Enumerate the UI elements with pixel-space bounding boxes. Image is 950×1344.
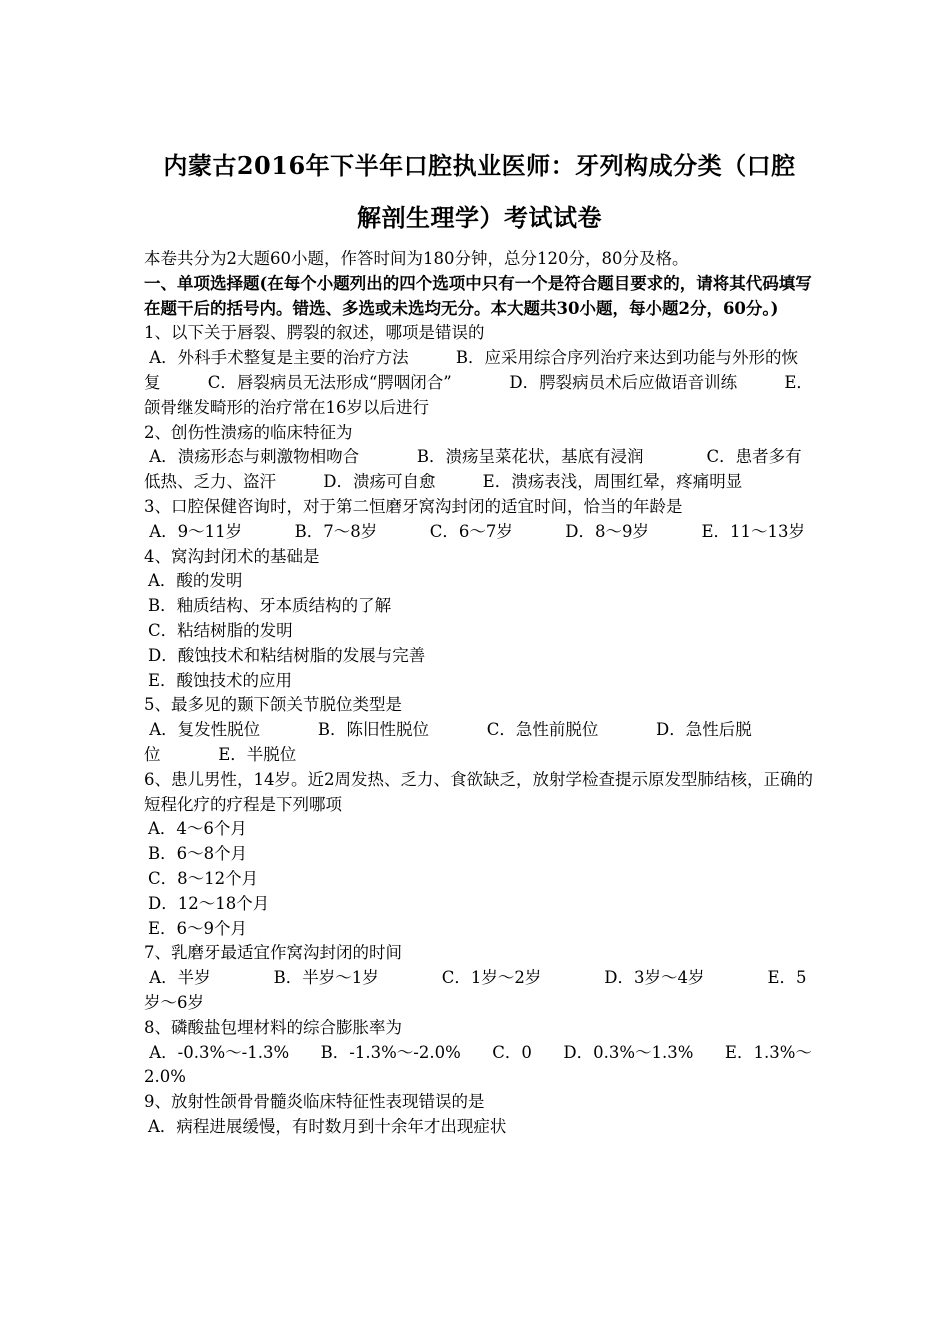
option-c: C．急性前脱位 bbox=[486, 720, 599, 740]
option-b: B．-1.3%～-2.0% bbox=[320, 1042, 461, 1062]
option-c: C．粘结树脂的发明 bbox=[148, 620, 293, 640]
section-1-heading: 一、单项选择题(在每个小题列出的四个选项中只有一个是符合题目要求的，请将其代码填写在题干后的括号内。错选、多选或未选均无分。本大题共30小题，每小题2分，60分。) bbox=[144, 273, 812, 318]
option-a: A．酸的发明 bbox=[148, 571, 243, 591]
option-b: B．陈旧性脱位 bbox=[317, 720, 430, 740]
option-b: B．6～8个月 bbox=[148, 844, 248, 864]
option-a: A．复发性脱位 bbox=[149, 720, 261, 740]
question-9: 9、放射性颌骨骨髓炎临床特征性表现错误的是 bbox=[144, 1092, 485, 1112]
option-b: B．釉质结构、牙本质结构的了解 bbox=[148, 596, 392, 616]
option-b: B．7～8岁 bbox=[294, 521, 378, 541]
option-c: C．患者多有低热、乏力、盗汗 bbox=[144, 447, 802, 492]
option-d: D．0.3%～1.3% bbox=[563, 1042, 694, 1062]
option-d: D．腭裂病员术后应做语音训练 bbox=[509, 372, 738, 392]
option-d: D．急性后脱位 bbox=[144, 720, 752, 764]
option-c: C．0 bbox=[492, 1042, 532, 1062]
option-a: A．外科手术整复是主要的治疗方法 bbox=[149, 348, 409, 368]
question-1-options bbox=[144, 346, 815, 420]
question-3: 3、口腔保健咨询时，对于第二恒磨牙窝沟封闭的适宜时间，恰当的年龄是 bbox=[144, 496, 683, 516]
option-e: E．酸蚀技术的应用 bbox=[148, 670, 293, 690]
option-b: B．溃疡呈菜花状，基底有浸润 bbox=[416, 447, 644, 467]
option-a: A．9～11岁 bbox=[149, 521, 243, 541]
question-8-options bbox=[144, 1041, 815, 1091]
option-e: E．11～13岁 bbox=[701, 521, 806, 541]
question-7-options bbox=[144, 966, 815, 1016]
option-c: C．1岁～2岁 bbox=[441, 968, 542, 988]
question-2-options bbox=[144, 445, 815, 495]
option-e: E．溃疡表浅，周围红晕，疼痛明显 bbox=[482, 472, 743, 492]
title-line-2: 解剖生理学）考试试卷 bbox=[357, 203, 602, 232]
option-e: E．6～9个月 bbox=[148, 918, 248, 938]
exam-intro: 本卷共分为2大题60小题，作答时间为180分钟，总分120分，80分及格。 bbox=[144, 249, 689, 268]
option-a: A．半岁 bbox=[149, 968, 211, 988]
question-5-options bbox=[144, 718, 815, 768]
option-d: D．3岁～4岁 bbox=[604, 968, 705, 988]
question-4: 4、窝沟封闭术的基础是 bbox=[144, 546, 320, 566]
option-c: C．唇裂病员无法形成“腭咽闭合” bbox=[207, 372, 452, 392]
document-title bbox=[136, 140, 823, 244]
title-line-1: 内蒙古2016年下半年口腔执业医师：牙列构成分类（口腔 bbox=[163, 151, 796, 180]
question-8: 8、磷酸盐包埋材料的综合膨胀率为 bbox=[144, 1017, 402, 1037]
option-c: C．6～7岁 bbox=[429, 521, 513, 541]
question-1: 1、以下关于唇裂、腭裂的叙述，哪项是错误的 bbox=[144, 323, 485, 343]
option-d: D．溃疡可自愈 bbox=[323, 472, 436, 492]
option-d: D．12～18个月 bbox=[148, 893, 270, 913]
option-b: B．半岁～1岁 bbox=[273, 968, 379, 988]
question-3-options bbox=[144, 520, 815, 545]
option-e: E．1.3%～2.0% bbox=[144, 1042, 812, 1087]
option-a: A．-0.3%～-1.3% bbox=[149, 1042, 290, 1062]
option-b: B．应采用综合序列治疗来达到功能与外形的恢复 bbox=[144, 348, 799, 392]
option-e: E．5岁～6岁 bbox=[144, 968, 807, 1012]
question-7: 7、乳磨牙最适宜作窝沟封闭的时间 bbox=[144, 943, 402, 963]
option-c: C．8～12个月 bbox=[148, 868, 259, 888]
option-e: E．颌骨继发畸形的治疗常在16岁以后进行 bbox=[144, 372, 813, 417]
question-2: 2、创伤性溃疡的临床特征为 bbox=[144, 422, 353, 442]
option-a: A．溃疡形态与刺激物相吻合 bbox=[149, 447, 360, 467]
question-5: 5、最多见的颞下颌关节脱位类型是 bbox=[144, 695, 402, 715]
option-a: A．病程进展缓慢，有时数月到十余年才出现症状 bbox=[148, 1116, 507, 1136]
option-d: D．8～9岁 bbox=[565, 521, 650, 541]
question-6: 6、患儿男性，14岁。近2周发热、乏力、食欲缺乏，放射学检查提示原发型肺结核，正确的短程化疗的疗程是下列哪项 bbox=[144, 769, 813, 814]
option-e: E．半脱位 bbox=[218, 744, 297, 764]
option-d: D．酸蚀技术和粘结树脂的发展与完善 bbox=[148, 645, 426, 665]
option-a: A．4～6个月 bbox=[148, 819, 247, 839]
